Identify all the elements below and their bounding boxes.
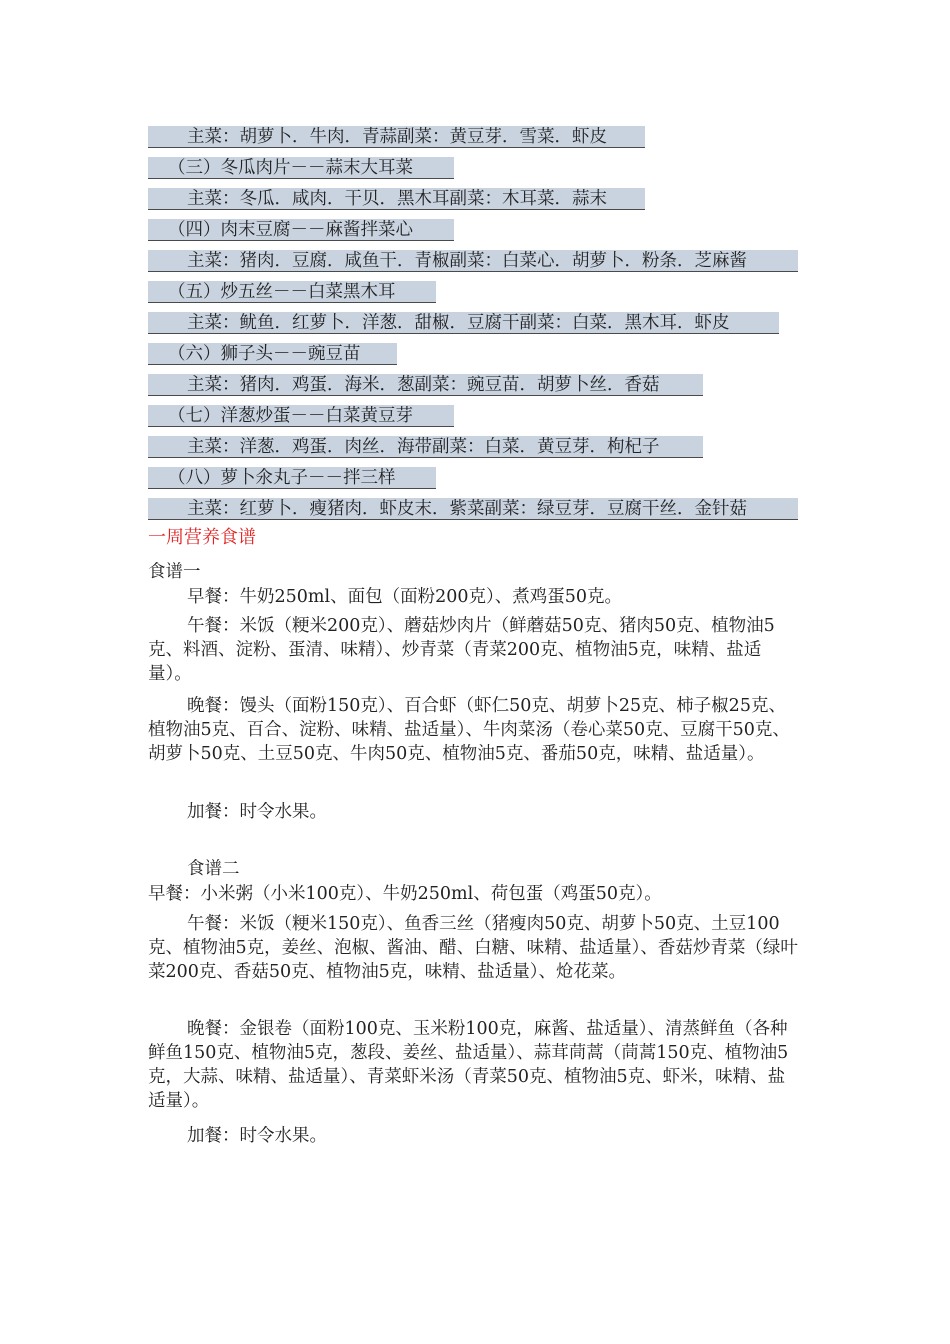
menu2-snack: 加餐：时令水果。 xyxy=(187,1126,327,1146)
dish-title-7: （七）洋葱炒蛋－－白菜黄豆芽 xyxy=(148,405,454,427)
dish-line-3: 主菜：冬瓜．咸肉．干贝．黑木耳副菜：木耳菜．蒜末 xyxy=(148,188,645,210)
menu2-dinner: 晚餐：金银卷（面粉100克、玉米粉100克，麻酱、盐适量）、清蒸鲜鱼（各种鲜鱼150克、植物油5克，葱段、姜丝、盐适量）、蒜茸茼蒿（茼蒿150克、植物油5克，大蒜、味精、盐适量）、青菜虾米汤（青菜50克、植物油5克、虾米，味精、盐适量）。 xyxy=(148,1019,789,1111)
menu1-title: 食谱一 xyxy=(148,562,201,582)
menu1-breakfast: 早餐：牛奶250ml、面包（面粉200克）、煮鸡蛋50克。 xyxy=(187,587,623,607)
dish-line-4: 主菜：猪肉．豆腐．咸鱼干．青椒副菜：白菜心．胡萝卜．粉条．芝麻酱 xyxy=(148,250,798,272)
menu2-lunch: 午餐：米饭（粳米150克）、鱼香三丝（猪瘦肉50克、胡萝卜50克、土豆100克、植物油5克，姜丝、泡椒、酱油、醋、白糖、味精、盐适量）、香菇炒青菜（绿叶菜200克、香菇50克、植物油5克，味精、盐适量）、炝花菜。 xyxy=(148,914,798,982)
dish-line-7: 主菜：洋葱．鸡蛋．肉丝．海带副菜：白菜．黄豆芽．枸杞子 xyxy=(148,436,703,458)
dish-title-4: （四）肉末豆腐－－麻酱拌菜心 xyxy=(148,219,454,241)
dish-line-5: 主菜：鱿鱼．红萝卜．洋葱．甜椒．豆腐干副菜：白菜．黑木耳．虾皮 xyxy=(148,312,779,334)
menu1-lunch: 午餐：米饭（粳米200克）、蘑菇炒肉片（鲜蘑菇50克、猪肉50克、植物油5克、料酒、淀粉、蛋清、味精）、炒青菜（青菜200克、植物油5克，味精、盐适量）。 xyxy=(148,616,775,684)
dish-line-8: 主菜：红萝卜．瘦猪肉．虾皮末．紫菜副菜：绿豆芽．豆腐干丝．金针菇 xyxy=(148,498,798,520)
section-title: 一周营养食谱 xyxy=(148,527,256,548)
menu2-title: 食谱二 xyxy=(187,859,240,879)
dish-line-6: 主菜：猪肉．鸡蛋．海米．葱副菜：豌豆苗．胡萝卜丝．香菇 xyxy=(148,374,703,396)
dish-title-6: （六）狮子头－－豌豆苗 xyxy=(148,343,397,365)
menu2-breakfast: 早餐：小米粥（小米100克）、牛奶250ml、荷包蛋（鸡蛋50克）。 xyxy=(148,884,662,904)
dish-title-8: （八）萝卜氽丸子－－拌三样 xyxy=(148,467,436,489)
menu1-dinner: 晚餐：馒头（面粉150克）、百合虾（虾仁50克、胡萝卜25克、柿子椒25克、植物油5克、百合、淀粉、味精、盐适量）、牛肉菜汤（卷心菜50克、豆腐干50克、胡萝卜50克、土豆50克、牛肉50克、植物油5克、番茄50克，味精、盐适量）。 xyxy=(148,696,790,764)
dish-title-5: （五）炒五丝－－白菜黑木耳 xyxy=(148,281,436,303)
menu1-snack: 加餐：时令水果。 xyxy=(187,802,327,822)
dish-title-3: （三）冬瓜肉片－－蒜末大耳菜 xyxy=(148,157,454,179)
dish-line-1: 主菜：胡萝卜．牛肉．青蒜副菜：黄豆芽．雪菜．虾皮 xyxy=(148,126,645,148)
